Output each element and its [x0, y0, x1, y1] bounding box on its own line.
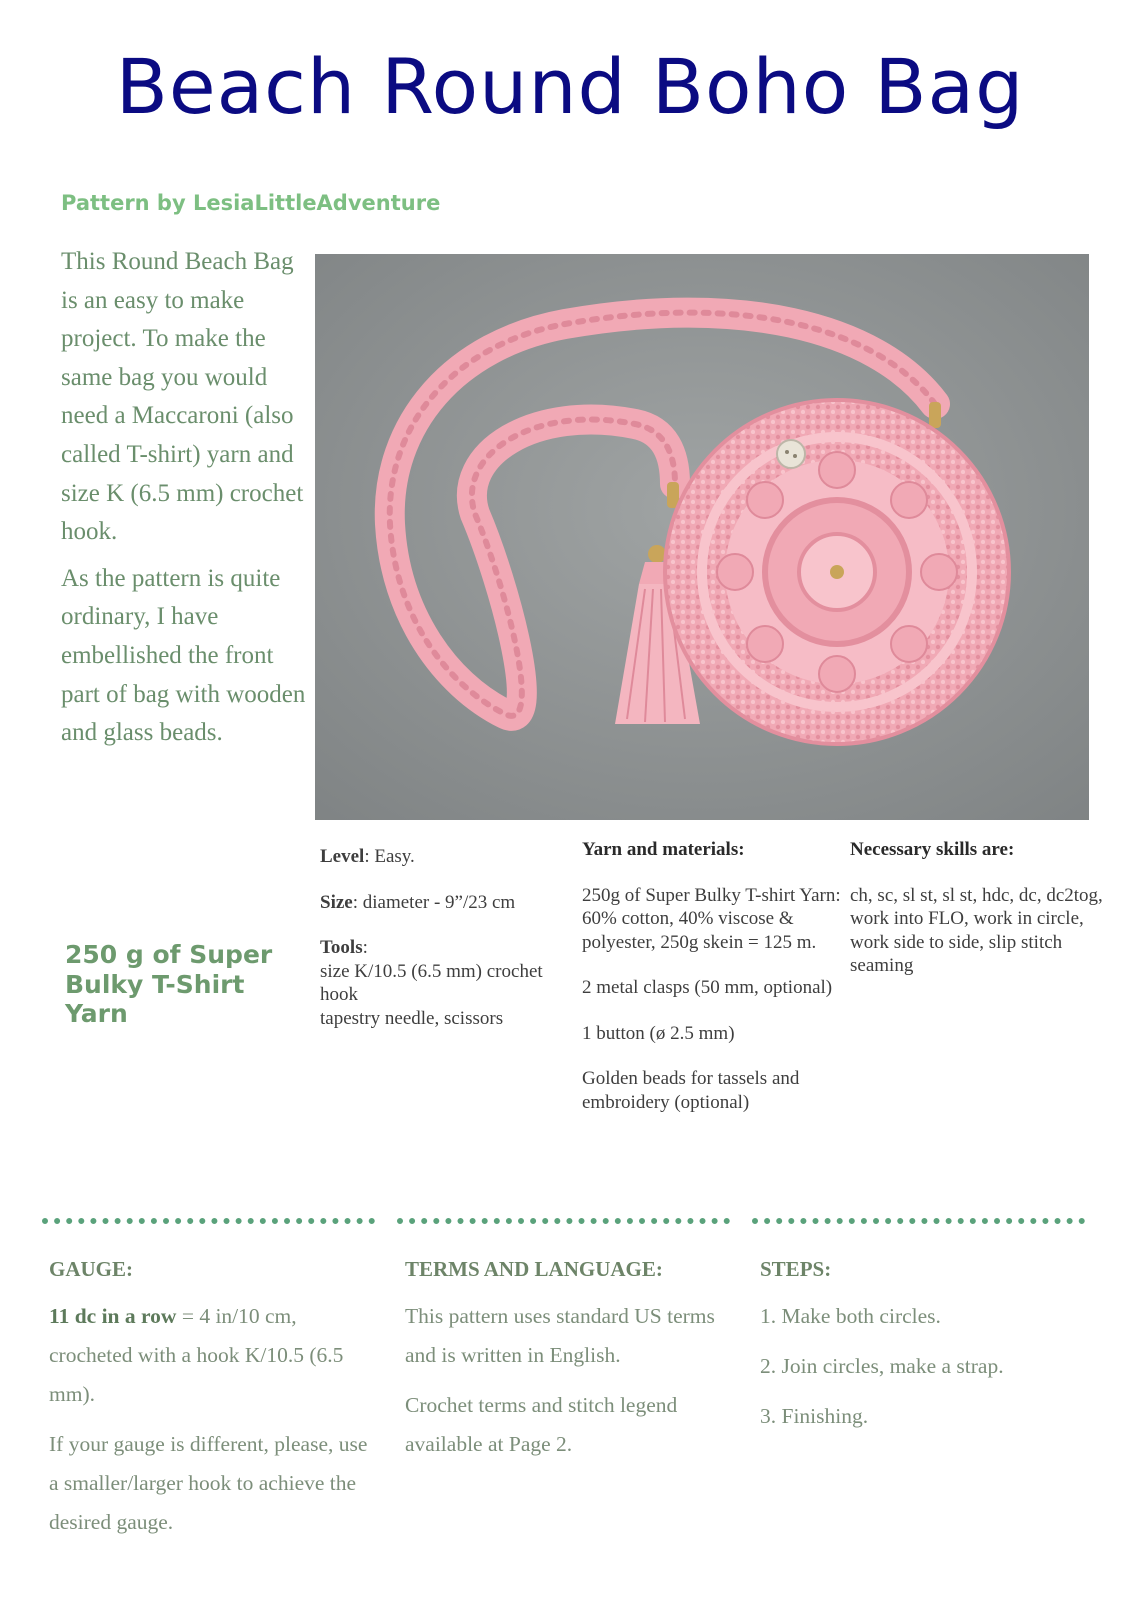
gauge-note: If your gauge is different, please, use a smaller/larger hook to achieve the desired gauge. — [49, 1432, 368, 1534]
terms-section — [405, 1250, 720, 1475]
steps-section — [760, 1250, 1090, 1447]
bag-illustration — [315, 254, 1089, 820]
intro-paragraph: This Round Beach Bag is an easy to make project. To make the same bag you would need a Maccaroni (also called T-shirt) yarn and size K (6.5 mm) crochet hook. — [61, 248, 304, 546]
step-item: 2. Join circles, make a strap. — [760, 1354, 1004, 1378]
bag-photo — [315, 254, 1089, 820]
pattern-byline: Pattern by LesiaLittleAdventure — [61, 191, 441, 215]
level-value: : Easy. — [364, 846, 415, 867]
materials-item: 250g of Super Bulky T-shirt Yarn: 60% cotton, 40% viscose & polyester, 250g skein = 125 m. — [582, 884, 841, 953]
materials-item: 1 button (ø 2.5 mm) — [582, 1022, 735, 1044]
terms-heading: TERMS AND LANGUAGE: — [405, 1257, 663, 1281]
tools-other: tapestry needle, scissors — [320, 1007, 504, 1029]
steps-heading: STEPS: — [760, 1257, 832, 1281]
terms-paragraph: This pattern uses standard US terms and is written in English. — [405, 1304, 715, 1367]
tools-label: Tools — [320, 937, 363, 958]
pattern-details — [320, 845, 582, 1030]
intro-text — [61, 243, 313, 761]
gauge-section — [49, 1250, 379, 1553]
yarn-callout: 250 g of Super Bulky T-Shirt Yarn — [65, 940, 273, 1028]
gauge-text: = 4 in/10 cm, crocheted with a hook K/10.5 (6.5 mm). — [49, 1304, 344, 1406]
section-divider — [42, 1218, 375, 1224]
tools-hook: size K/10.5 (6.5 mm) crochet hook — [320, 960, 543, 1005]
tools-colon: : — [362, 937, 368, 958]
size-value: : diameter - 9”/23 cm — [352, 891, 516, 913]
materials-item: Golden beads for tassels and embroidery (optional) — [582, 1068, 800, 1113]
page-title: Beach Round Boho Bag — [115, 42, 1025, 131]
terms-paragraph: Crochet terms and stitch legend available at Page 2. — [405, 1393, 678, 1456]
skills-column — [850, 838, 1112, 978]
level-label: Level — [320, 846, 365, 867]
size-label: Size — [320, 891, 353, 913]
section-divider — [397, 1218, 730, 1224]
materials-column — [582, 838, 842, 1114]
step-item: 1. Make both circles. — [760, 1304, 941, 1328]
skills-heading: Necessary skills are: — [850, 839, 1015, 860]
step-item: 3. Finishing. — [760, 1404, 869, 1428]
section-divider — [752, 1218, 1085, 1224]
materials-item: 2 metal clasps (50 mm, optional) — [582, 977, 833, 998]
skills-text: ch, sc, sl st, sl st, hdc, dc, dc2tog, work into FLO, work in circle, work side to side, slip stitch seaming — [850, 884, 1103, 976]
gauge-bold: 11 dc in a row — [49, 1304, 177, 1328]
gauge-heading: GAUGE: — [49, 1257, 133, 1281]
intro-paragraph: As the pattern is quite ordinary, I have embellished the front part of bag with wooden and glass beads. — [61, 564, 306, 747]
materials-heading: Yarn and materials: — [582, 839, 745, 860]
